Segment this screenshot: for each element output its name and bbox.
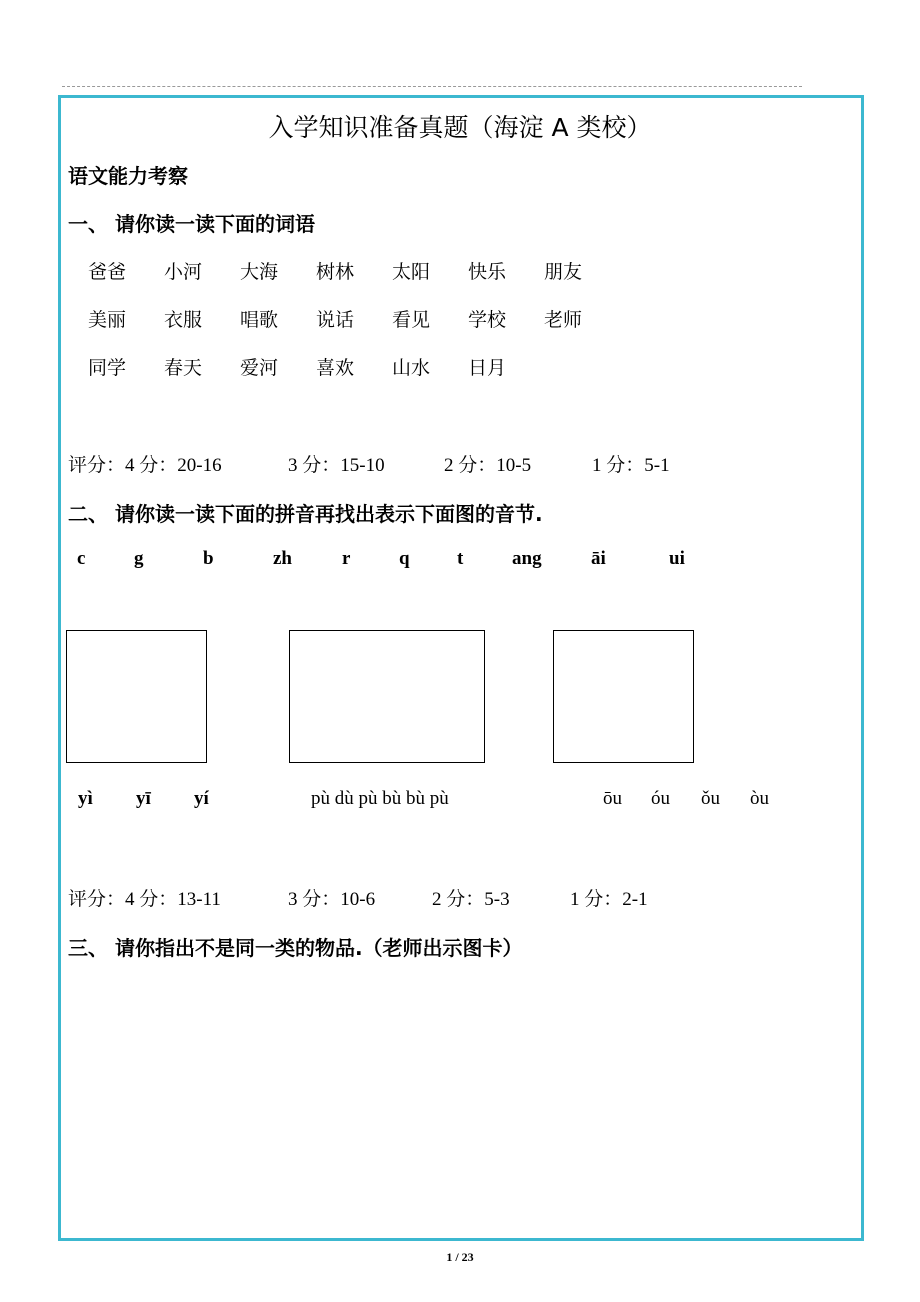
score-text: 3 分：15-10 [288, 455, 385, 476]
pinyin-option: yí [194, 788, 209, 809]
word-item: 学校 [468, 309, 507, 331]
q3-heading: 三、 请你指出不是同一类的物品.（老师出示图卡） [68, 936, 523, 960]
picture-box-2 [289, 630, 485, 763]
word-item: 树林 [316, 261, 355, 283]
picture-box-1 [66, 630, 207, 763]
word-item: 爱河 [240, 357, 279, 379]
word-item: 爸爸 [88, 261, 127, 283]
score-text: 评分：4 分：20-16 [68, 455, 222, 476]
pinyin-letter: q [399, 548, 410, 569]
word-item: 山水 [392, 357, 431, 379]
word-item: 说话 [316, 309, 355, 331]
pinyin-option: pù dù pù bù bù pù [311, 788, 449, 809]
pinyin-letter: b [203, 548, 214, 569]
pinyin-letter: r [342, 548, 351, 569]
word-item: 太阳 [392, 261, 431, 283]
word-item: 春天 [164, 357, 203, 379]
pinyin-letter: ui [669, 548, 685, 569]
word-item: 美丽 [88, 309, 127, 331]
word-item: 同学 [88, 357, 127, 379]
word-item: 大海 [240, 261, 279, 283]
word-item: 看见 [392, 309, 431, 331]
word-item: 喜欢 [316, 357, 355, 379]
pinyin-letter: āi [591, 548, 606, 569]
pinyin-option: óu [651, 788, 670, 809]
q2-heading: 二、 请你读一读下面的拼音再找出表示下面图的音节. [68, 502, 543, 526]
score-text: 2 分：5-3 [432, 889, 510, 910]
header-rule [62, 86, 802, 87]
page-number: 1 / 23 [446, 1250, 474, 1264]
word-item: 朋友 [544, 261, 583, 283]
pinyin-letter: ang [512, 548, 542, 569]
pinyin-option: yì [78, 788, 93, 809]
score-text: 2 分：10-5 [444, 455, 532, 476]
word-item: 快乐 [468, 261, 507, 283]
pinyin-option: ōu [603, 788, 622, 809]
word-item: 老师 [544, 309, 583, 331]
pinyin-letter: t [457, 548, 464, 569]
score-text: 1 分：5-1 [592, 455, 670, 476]
pinyin-letter: c [77, 548, 86, 569]
pinyin-option: yī [136, 788, 151, 809]
section-heading: 语文能力考察 [68, 164, 188, 188]
pinyin-letter: g [134, 548, 144, 569]
pinyin-letter: zh [273, 548, 292, 569]
picture-box-3 [553, 630, 694, 763]
score-text: 3 分：10-6 [288, 889, 376, 910]
word-item: 日月 [468, 357, 507, 379]
q1-heading: 一、 请你读一读下面的词语 [68, 212, 315, 236]
pinyin-option: ǒu [701, 788, 720, 809]
word-item: 唱歌 [240, 309, 279, 331]
word-item: 小河 [164, 261, 203, 283]
word-item: 衣服 [164, 309, 203, 331]
pinyin-option: òu [750, 788, 769, 809]
score-text: 1 分：2-1 [570, 889, 648, 910]
score-text: 评分：4 分：13-11 [68, 889, 221, 910]
page-title: 入学知识准备真题（海淀 A 类校） [268, 113, 652, 142]
